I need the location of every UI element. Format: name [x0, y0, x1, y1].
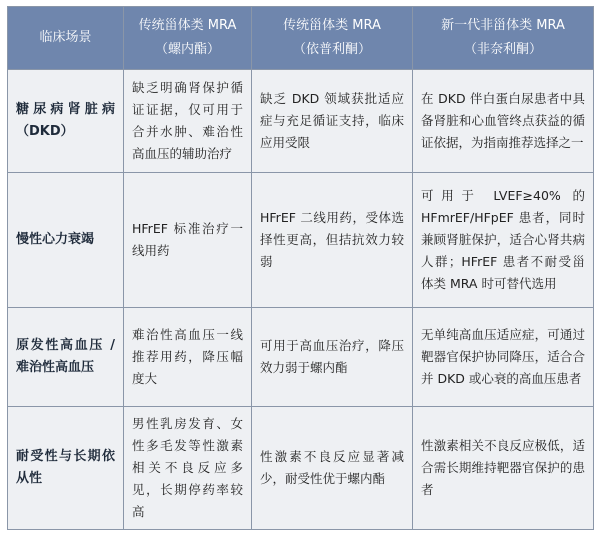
eplerenone-cell: 可用于高血压治疗，降压效力弱于螺内酯 [252, 308, 413, 407]
header-spironolactone-class: 传统甾体类 MRA [138, 18, 237, 33]
finerenone-cell: 性激素相关不良反应极低，适合需长期维持靶器官保护的患者 [413, 407, 594, 530]
finerenone-cell: 在 DKD 伴白蛋白尿患者中具备肾脏和心血管终点获益的循证依据，为指南推荐选择之一 [413, 70, 594, 173]
header-scene [8, 7, 124, 70]
header-finerenone-class: 新一代非甾体类 MRA [441, 18, 565, 33]
header-finerenone [413, 7, 594, 70]
row-scene-cell: 慢性心力衰竭 [8, 173, 124, 308]
finerenone-cell: 可用于 LVEF≥40% 的 HFmrEF/HFpEF 患者，同时兼顾肾脏保护，适合心肾共病人群；HFrEF 患者不耐受甾体类 MRA 时可替代选用 [413, 173, 594, 308]
header-eplerenone [252, 7, 413, 70]
row-scene-cell: 原发性高血压 / 难治性高血压 [8, 308, 124, 407]
spironolactone-cell: 缺乏明确肾保护循证证据，仅可用于合并水肿、难治性高血压的辅助治疗 [124, 70, 252, 173]
eplerenone-cell: 缺乏 DKD 领域获批适应症与充足循证支持，临床应用受限 [252, 70, 413, 173]
header-scene-label: 临床场景 [39, 30, 92, 45]
header-eplerenone-class: 传统甾体类 MRA [283, 18, 381, 33]
finerenone-cell: 无单纯高血压适应症，可通过靶器官保护协同降压，适合合并 DKD 或心衰的高血压患者 [413, 308, 594, 407]
header-spironolactone-drug: （螺内酯） [154, 42, 220, 57]
eplerenone-cell: HFrEF 二线用药，受体选择性更高，但拮抗效力较弱 [252, 173, 413, 308]
spironolactone-cell: 男性乳房发育、女性多毛发等性激素相关不良反应多见，长期停药率较高 [124, 407, 252, 530]
header-eplerenone-drug: （依普利酮） [292, 42, 371, 57]
table-row [8, 407, 594, 530]
eplerenone-cell: 性激素不良反应显著减少，耐受性优于螺内酯 [252, 407, 413, 530]
mra-comparison-table [7, 6, 594, 530]
row-scene-cell: 糖尿病肾脏病（DKD） [8, 70, 124, 173]
header-finerenone-drug: （非奈利酮） [463, 42, 542, 57]
row-scene-cell: 耐受性与长期依从性 [8, 407, 124, 530]
table-row [8, 308, 594, 407]
spironolactone-cell: 难治性高血压一线推荐用药，降压幅度大 [124, 308, 252, 407]
header-spironolactone [124, 7, 252, 70]
table-row [8, 173, 594, 308]
header-row [8, 7, 594, 70]
table-row [8, 70, 594, 173]
spironolactone-cell: HFrEF 标准治疗一线用药 [124, 173, 252, 308]
